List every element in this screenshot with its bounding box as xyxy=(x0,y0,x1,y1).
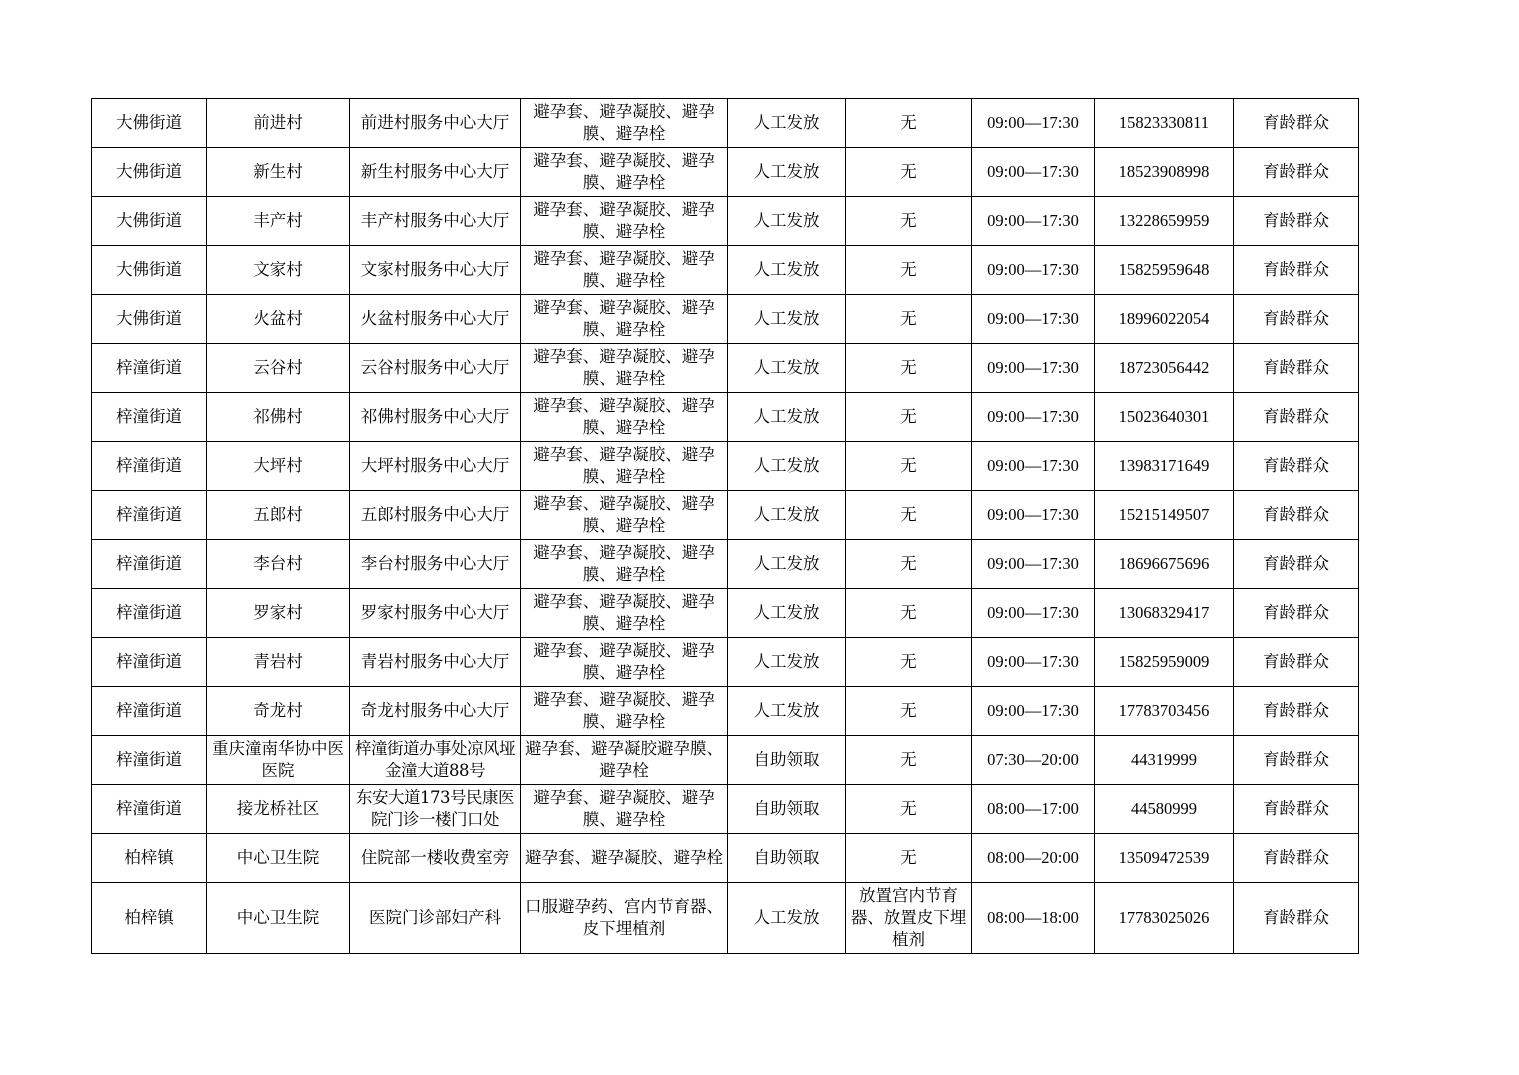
items-cell: 避孕套、避孕凝胶、避孕膜、避孕栓 xyxy=(521,393,728,442)
method-cell: 人工发放 xyxy=(728,883,846,954)
items-cell: 避孕套、避孕凝胶、避孕膜、避孕栓 xyxy=(521,785,728,834)
location-cell: 五郎村服务中心大厅 xyxy=(350,491,521,540)
phone-cell: 15825959648 xyxy=(1095,246,1234,295)
items-cell: 避孕套、避孕凝胶、避孕膜、避孕栓 xyxy=(521,491,728,540)
phone-cell: 17783703456 xyxy=(1095,687,1234,736)
method-cell: 人工发放 xyxy=(728,638,846,687)
target-cell: 育龄群众 xyxy=(1234,99,1359,148)
street-cell: 梓潼街道 xyxy=(92,785,207,834)
location-cell: 丰产村服务中心大厅 xyxy=(350,197,521,246)
hours-cell: 08:00—17:00 xyxy=(972,785,1095,834)
table-row xyxy=(92,736,1359,785)
table-body xyxy=(92,99,1359,954)
hours-cell: 09:00—17:30 xyxy=(972,197,1095,246)
location-cell: 奇龙村服务中心大厅 xyxy=(350,687,521,736)
table-row xyxy=(92,295,1359,344)
service-cell: 无 xyxy=(846,393,972,442)
items-cell: 避孕套、避孕凝胶、避孕膜、避孕栓 xyxy=(521,344,728,393)
method-cell: 人工发放 xyxy=(728,589,846,638)
site-cell: 前进村 xyxy=(207,99,350,148)
street-cell: 梓潼街道 xyxy=(92,344,207,393)
method-cell: 自助领取 xyxy=(728,785,846,834)
street-cell: 梓潼街道 xyxy=(92,491,207,540)
street-cell: 梓潼街道 xyxy=(92,638,207,687)
method-cell: 人工发放 xyxy=(728,393,846,442)
method-cell: 人工发放 xyxy=(728,442,846,491)
phone-cell: 13983171649 xyxy=(1095,442,1234,491)
hours-cell: 09:00—17:30 xyxy=(972,442,1095,491)
service-cell: 无 xyxy=(846,246,972,295)
hours-cell: 08:00—20:00 xyxy=(972,834,1095,883)
site-cell: 文家村 xyxy=(207,246,350,295)
service-cell: 放置宫内节育器、放置皮下埋植剂 xyxy=(846,883,972,954)
method-cell: 人工发放 xyxy=(728,99,846,148)
site-cell: 火盆村 xyxy=(207,295,350,344)
table-row xyxy=(92,246,1359,295)
table-row xyxy=(92,834,1359,883)
location-cell: 住院部一楼收费室旁 xyxy=(350,834,521,883)
phone-cell: 18723056442 xyxy=(1095,344,1234,393)
target-cell: 育龄群众 xyxy=(1234,687,1359,736)
hours-cell: 09:00—17:30 xyxy=(972,148,1095,197)
hours-cell: 09:00—17:30 xyxy=(972,393,1095,442)
target-cell: 育龄群众 xyxy=(1234,393,1359,442)
table-row xyxy=(92,197,1359,246)
site-cell: 接龙桥社区 xyxy=(207,785,350,834)
target-cell: 育龄群众 xyxy=(1234,197,1359,246)
target-cell: 育龄群众 xyxy=(1234,442,1359,491)
street-cell: 柏梓镇 xyxy=(92,883,207,954)
site-cell: 中心卫生院 xyxy=(207,883,350,954)
site-cell: 奇龙村 xyxy=(207,687,350,736)
phone-cell: 18696675696 xyxy=(1095,540,1234,589)
phone-cell: 15823330811 xyxy=(1095,99,1234,148)
phone-cell: 18523908998 xyxy=(1095,148,1234,197)
method-cell: 人工发放 xyxy=(728,295,846,344)
target-cell: 育龄群众 xyxy=(1234,246,1359,295)
site-cell: 新生村 xyxy=(207,148,350,197)
method-cell: 自助领取 xyxy=(728,834,846,883)
location-cell: 李台村服务中心大厅 xyxy=(350,540,521,589)
street-cell: 梓潼街道 xyxy=(92,736,207,785)
service-cell: 无 xyxy=(846,148,972,197)
phone-cell: 13509472539 xyxy=(1095,834,1234,883)
hours-cell: 09:00—17:30 xyxy=(972,99,1095,148)
service-cell: 无 xyxy=(846,344,972,393)
table-row xyxy=(92,442,1359,491)
hours-cell: 08:00—18:00 xyxy=(972,883,1095,954)
phone-cell: 17783025026 xyxy=(1095,883,1234,954)
method-cell: 人工发放 xyxy=(728,540,846,589)
table-row xyxy=(92,589,1359,638)
table-row xyxy=(92,687,1359,736)
target-cell: 育龄群众 xyxy=(1234,834,1359,883)
street-cell: 大佛街道 xyxy=(92,197,207,246)
location-cell: 云谷村服务中心大厅 xyxy=(350,344,521,393)
target-cell: 育龄群众 xyxy=(1234,540,1359,589)
items-cell: 避孕套、避孕凝胶、避孕膜、避孕栓 xyxy=(521,148,728,197)
location-cell: 梓潼街道办事处凉风垭金潼大道88号 xyxy=(350,736,521,785)
table-row xyxy=(92,785,1359,834)
items-cell: 口服避孕药、宫内节育器、皮下埋植剂 xyxy=(521,883,728,954)
hours-cell: 09:00—17:30 xyxy=(972,295,1095,344)
method-cell: 人工发放 xyxy=(728,197,846,246)
table-row xyxy=(92,638,1359,687)
phone-cell: 44319999 xyxy=(1095,736,1234,785)
service-cell: 无 xyxy=(846,589,972,638)
method-cell: 人工发放 xyxy=(728,491,846,540)
method-cell: 自助领取 xyxy=(728,736,846,785)
target-cell: 育龄群众 xyxy=(1234,295,1359,344)
street-cell: 大佛街道 xyxy=(92,295,207,344)
street-cell: 梓潼街道 xyxy=(92,687,207,736)
street-cell: 梓潼街道 xyxy=(92,540,207,589)
target-cell: 育龄群众 xyxy=(1234,589,1359,638)
items-cell: 避孕套、避孕凝胶、避孕膜、避孕栓 xyxy=(521,295,728,344)
phone-cell: 44580999 xyxy=(1095,785,1234,834)
table-row xyxy=(92,99,1359,148)
phone-cell: 18996022054 xyxy=(1095,295,1234,344)
hours-cell: 09:00—17:30 xyxy=(972,491,1095,540)
hours-cell: 09:00—17:30 xyxy=(972,589,1095,638)
location-cell: 前进村服务中心大厅 xyxy=(350,99,521,148)
hours-cell: 09:00—17:30 xyxy=(972,540,1095,589)
street-cell: 梓潼街道 xyxy=(92,393,207,442)
service-cell: 无 xyxy=(846,99,972,148)
method-cell: 人工发放 xyxy=(728,344,846,393)
hours-cell: 09:00—17:30 xyxy=(972,246,1095,295)
phone-cell: 15023640301 xyxy=(1095,393,1234,442)
service-cell: 无 xyxy=(846,834,972,883)
items-cell: 避孕套、避孕凝胶、避孕膜、避孕栓 xyxy=(521,638,728,687)
phone-cell: 15215149507 xyxy=(1095,491,1234,540)
items-cell: 避孕套、避孕凝胶、避孕栓 xyxy=(521,834,728,883)
street-cell: 大佛街道 xyxy=(92,99,207,148)
items-cell: 避孕套、避孕凝胶、避孕膜、避孕栓 xyxy=(521,197,728,246)
target-cell: 育龄群众 xyxy=(1234,883,1359,954)
distribution-sites-table xyxy=(91,98,1359,954)
street-cell: 大佛街道 xyxy=(92,148,207,197)
site-cell: 丰产村 xyxy=(207,197,350,246)
service-cell: 无 xyxy=(846,442,972,491)
hours-cell: 07:30—20:00 xyxy=(972,736,1095,785)
target-cell: 育龄群众 xyxy=(1234,785,1359,834)
items-cell: 避孕套、避孕凝胶避孕膜、避孕栓 xyxy=(521,736,728,785)
phone-cell: 15825959009 xyxy=(1095,638,1234,687)
location-cell: 火盆村服务中心大厅 xyxy=(350,295,521,344)
table-row xyxy=(92,883,1359,954)
target-cell: 育龄群众 xyxy=(1234,638,1359,687)
location-cell: 青岩村服务中心大厅 xyxy=(350,638,521,687)
street-cell: 大佛街道 xyxy=(92,246,207,295)
items-cell: 避孕套、避孕凝胶、避孕膜、避孕栓 xyxy=(521,246,728,295)
service-cell: 无 xyxy=(846,491,972,540)
items-cell: 避孕套、避孕凝胶、避孕膜、避孕栓 xyxy=(521,589,728,638)
target-cell: 育龄群众 xyxy=(1234,148,1359,197)
table-row xyxy=(92,344,1359,393)
table-row xyxy=(92,393,1359,442)
target-cell: 育龄群众 xyxy=(1234,736,1359,785)
site-cell: 大坪村 xyxy=(207,442,350,491)
hours-cell: 09:00—17:30 xyxy=(972,344,1095,393)
site-cell: 中心卫生院 xyxy=(207,834,350,883)
hours-cell: 09:00—17:30 xyxy=(972,687,1095,736)
location-cell: 大坪村服务中心大厅 xyxy=(350,442,521,491)
service-cell: 无 xyxy=(846,295,972,344)
method-cell: 人工发放 xyxy=(728,687,846,736)
target-cell: 育龄群众 xyxy=(1234,491,1359,540)
site-cell: 五郎村 xyxy=(207,491,350,540)
location-cell: 东安大道173号民康医院门诊一楼门口处 xyxy=(350,785,521,834)
method-cell: 人工发放 xyxy=(728,148,846,197)
phone-cell: 13068329417 xyxy=(1095,589,1234,638)
site-cell: 祁佛村 xyxy=(207,393,350,442)
table-row xyxy=(92,148,1359,197)
service-cell: 无 xyxy=(846,540,972,589)
site-cell: 李台村 xyxy=(207,540,350,589)
items-cell: 避孕套、避孕凝胶、避孕膜、避孕栓 xyxy=(521,687,728,736)
method-cell: 人工发放 xyxy=(728,246,846,295)
items-cell: 避孕套、避孕凝胶、避孕膜、避孕栓 xyxy=(521,540,728,589)
site-cell: 青岩村 xyxy=(207,638,350,687)
target-cell: 育龄群众 xyxy=(1234,344,1359,393)
table-row xyxy=(92,491,1359,540)
location-cell: 医院门诊部妇产科 xyxy=(350,883,521,954)
location-cell: 新生村服务中心大厅 xyxy=(350,148,521,197)
service-cell: 无 xyxy=(846,687,972,736)
service-cell: 无 xyxy=(846,638,972,687)
location-cell: 罗家村服务中心大厅 xyxy=(350,589,521,638)
site-cell: 罗家村 xyxy=(207,589,350,638)
table-row xyxy=(92,540,1359,589)
items-cell: 避孕套、避孕凝胶、避孕膜、避孕栓 xyxy=(521,442,728,491)
service-cell: 无 xyxy=(846,197,972,246)
street-cell: 梓潼街道 xyxy=(92,589,207,638)
site-cell: 重庆潼南华协中医医院 xyxy=(207,736,350,785)
service-cell: 无 xyxy=(846,785,972,834)
street-cell: 梓潼街道 xyxy=(92,442,207,491)
street-cell: 柏梓镇 xyxy=(92,834,207,883)
location-cell: 祁佛村服务中心大厅 xyxy=(350,393,521,442)
hours-cell: 09:00—17:30 xyxy=(972,638,1095,687)
site-cell: 云谷村 xyxy=(207,344,350,393)
location-cell: 文家村服务中心大厅 xyxy=(350,246,521,295)
items-cell: 避孕套、避孕凝胶、避孕膜、避孕栓 xyxy=(521,99,728,148)
service-cell: 无 xyxy=(846,736,972,785)
phone-cell: 13228659959 xyxy=(1095,197,1234,246)
